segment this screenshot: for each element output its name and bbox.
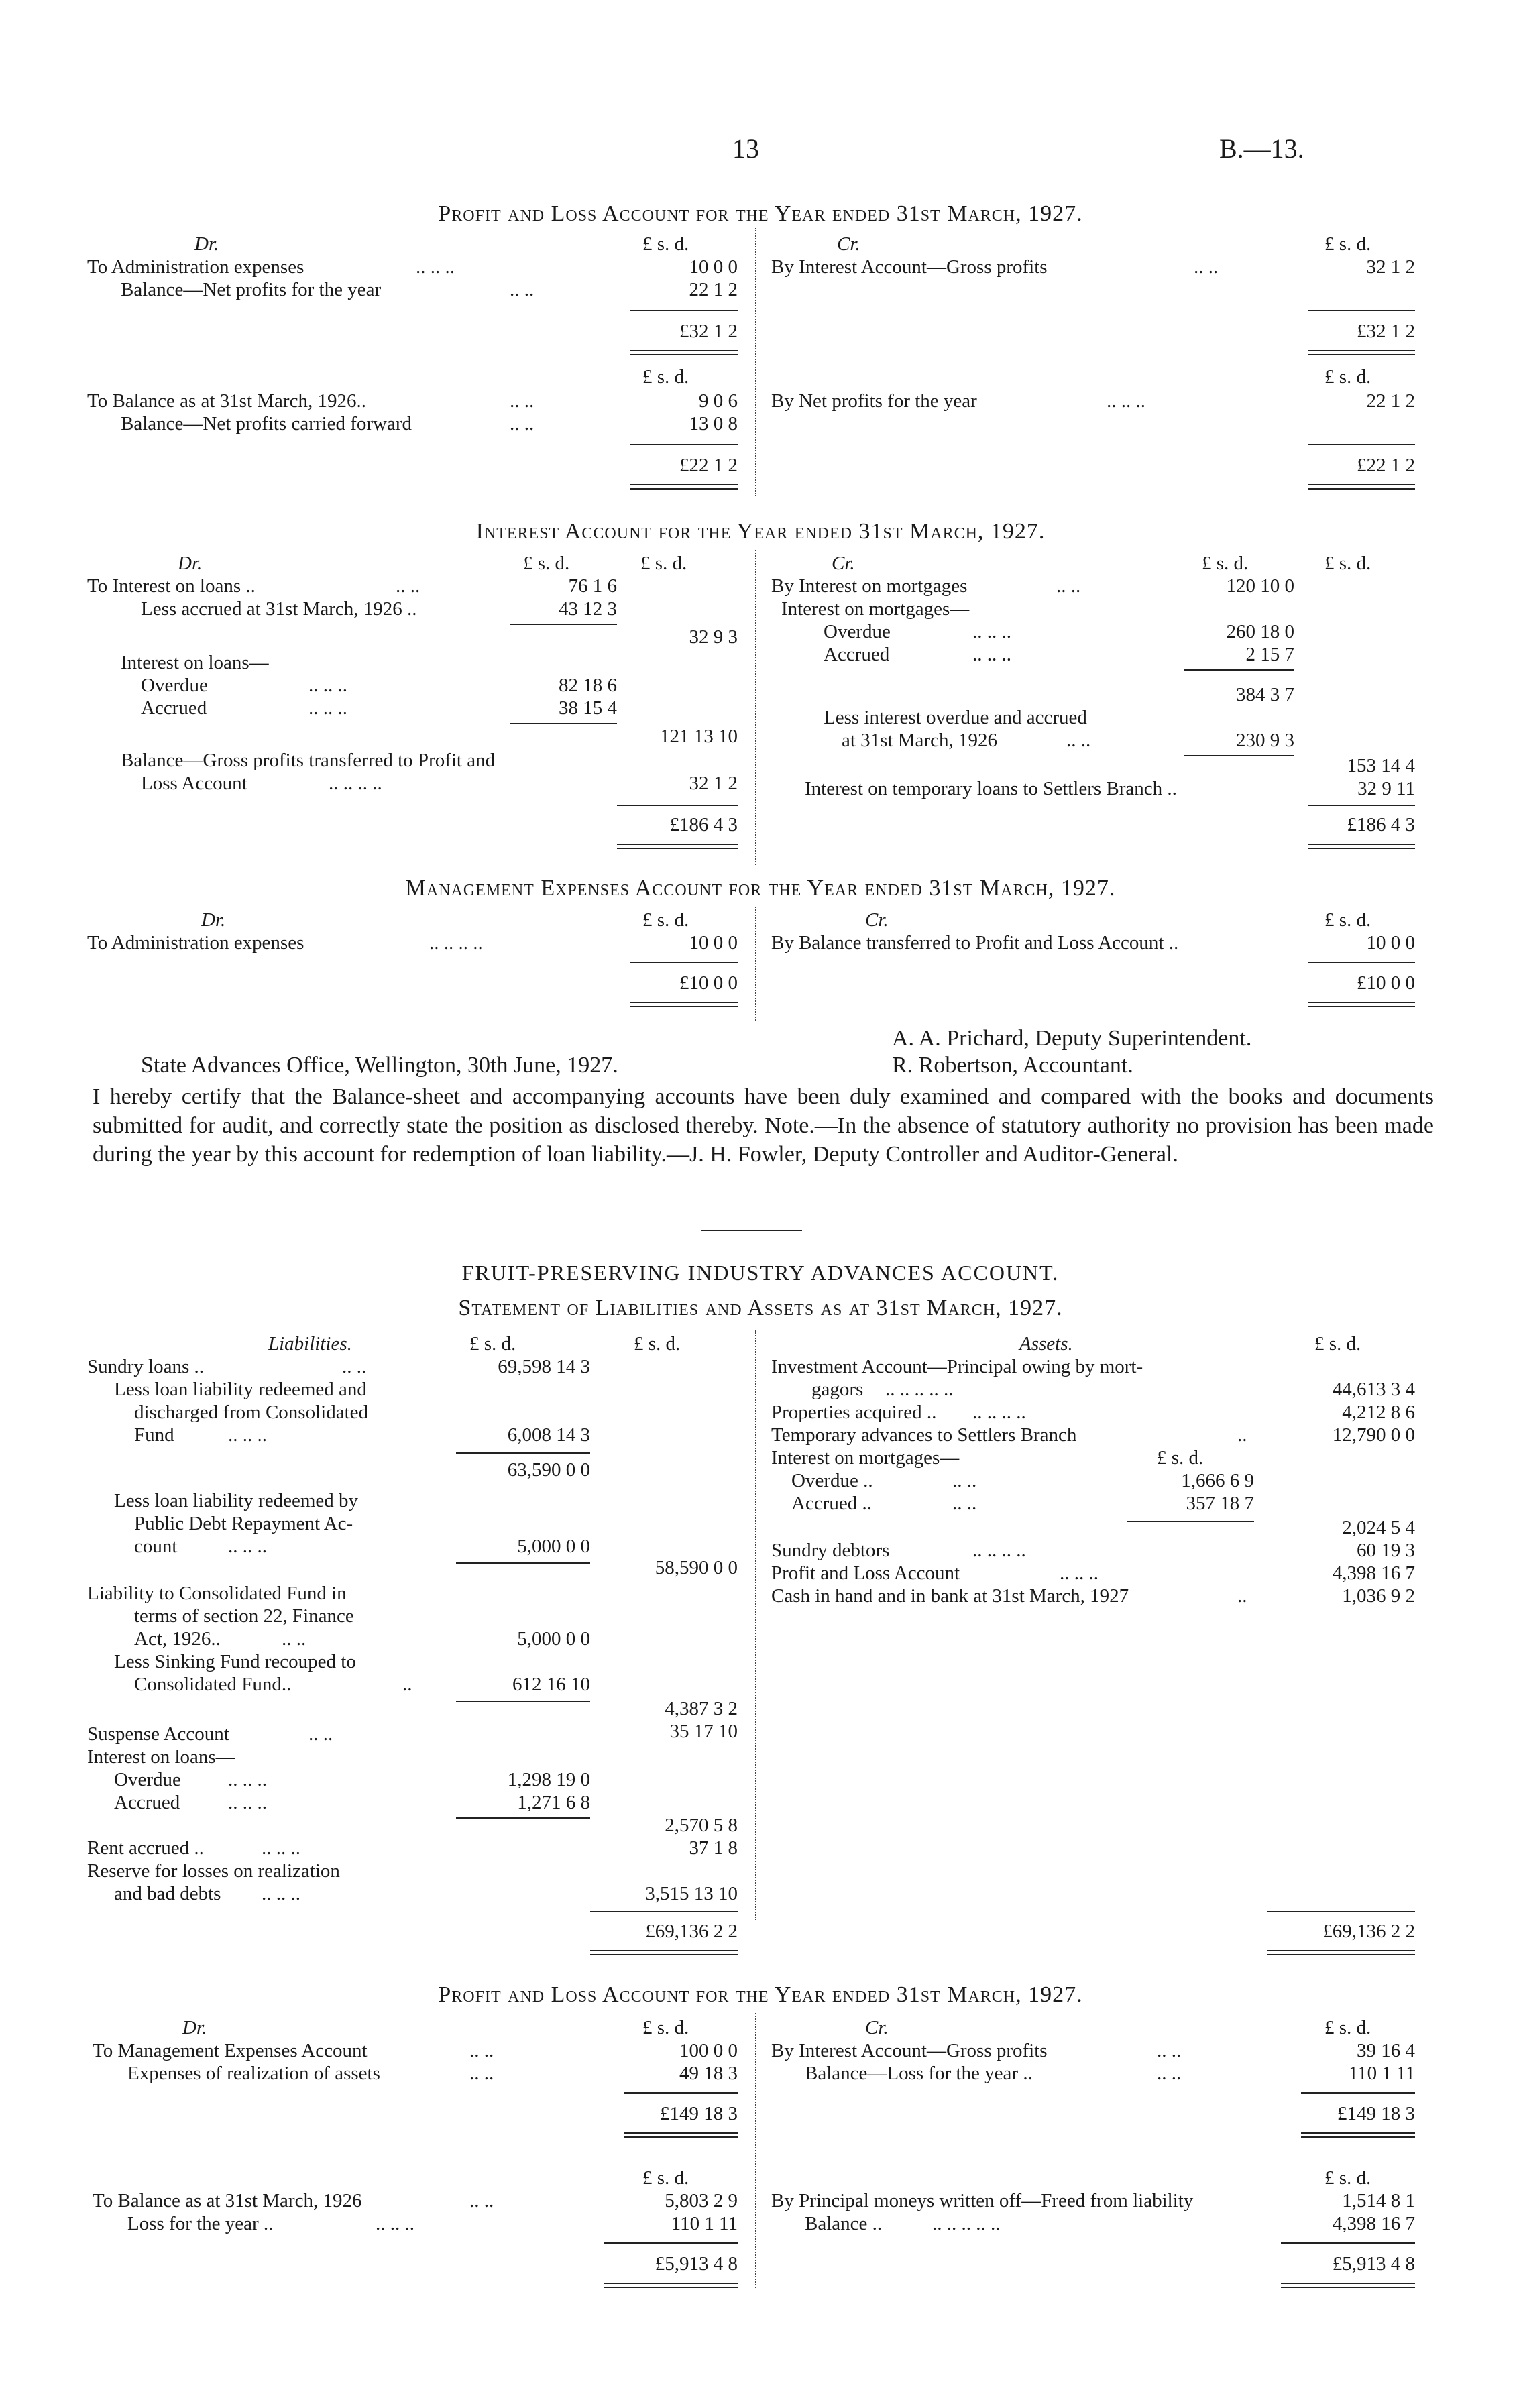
pl1-total-right: £32 1 2 (1357, 321, 1415, 342)
mgmt-title: Management Expenses Account for the Year ended 31st March, 1927. (405, 876, 1116, 901)
rule (630, 444, 738, 445)
interest-r4: Accrued (824, 644, 890, 665)
liab-b5-total: 4,387 3 2 (665, 1698, 738, 1719)
asset-a1: Investment Account—Principal owing by mort- (771, 1356, 1143, 1377)
pl1-right-0-dots: .. .. (1194, 256, 1219, 278)
liab-b1: Liability to Consolidated Fund in (87, 1583, 347, 1604)
rule (456, 1817, 590, 1819)
rule (1268, 1911, 1415, 1912)
asset-a9-dots: .. .. .. (1060, 1562, 1098, 1584)
mgmt-right-total: £10 0 0 (1357, 972, 1415, 994)
liab-c4-value: 1,271 6 8 (517, 1792, 590, 1813)
pl1-right2-0-label: By Net profits for the year (771, 390, 977, 412)
interest-l7-total: 32 1 2 (689, 772, 738, 794)
pl1-left-1-dots: .. .. (510, 279, 534, 300)
interest-r7-total: 153 14 4 (1347, 755, 1415, 777)
double-rule (1268, 1950, 1415, 1955)
pl2-l1-dots: .. .. (469, 2040, 494, 2061)
asset-a7-dots: .. .. (952, 1493, 977, 1514)
mgmt-l1: To Administration expenses (87, 932, 304, 954)
interest-l6: Balance—Gross profits transferred to Profit and (121, 750, 496, 771)
interest-r7-dots: .. .. (1066, 730, 1091, 751)
liab-b4: Less Sinking Fund recouped to (114, 1651, 356, 1672)
rule (510, 723, 617, 724)
interest-l1-value: 76 1 6 (568, 575, 617, 597)
pl1-left2-1-dots: .. .. (510, 413, 534, 435)
pl1-total-left: £32 1 2 (679, 321, 738, 342)
interest-lsd-4: £ s. d. (1325, 553, 1371, 574)
office-date: State Advances Office, Wellington, 30th June, 1927. (141, 1053, 618, 1078)
pl1-total2-right: £22 1 2 (1357, 455, 1415, 476)
pl2-l2: Expenses of realization of assets (127, 2063, 380, 2084)
interest-l5-value: 38 15 4 (559, 697, 617, 719)
fruit-heading: FRUIT-PRESERVING INDUSTRY ADVANCES ACCOUNT. (461, 1261, 1060, 1285)
pl1-left-0-value: 10 0 0 (689, 256, 738, 278)
liab-sundry-loans-value: 69,598 14 3 (498, 1356, 590, 1377)
pl2-l3-value: 5,803 2 9 (665, 2190, 738, 2212)
rule (630, 310, 738, 311)
pl2-l1-value: 100 0 0 (679, 2040, 738, 2061)
interest-l7: Loss Account (141, 772, 247, 794)
pl1-left-0-dots: .. .. .. (416, 256, 455, 278)
interest-left-total: £186 4 3 (669, 814, 738, 836)
interest-lsd-3: £ s. d. (1202, 553, 1249, 574)
liab-a2: Less loan liability redeemed and (114, 1379, 367, 1400)
liab-a4-value: 6,008 14 3 (507, 1424, 590, 1446)
interest-r8: Interest on temporary loans to Settlers Branch .. (805, 778, 1177, 799)
liab-d3-dots: .. .. .. (262, 1883, 300, 1904)
pl2-lsd-left: £ s. d. (642, 2017, 689, 2039)
pl1-left2-1-value: 13 0 8 (689, 413, 738, 435)
asset-a10-dots: .. (1237, 1585, 1247, 1607)
fruit-lsd-3: £ s. d. (1314, 1333, 1361, 1355)
mgmt-left-total: £10 0 0 (679, 972, 738, 994)
asset-a8-total: 60 19 3 (1357, 1540, 1415, 1561)
pl1-left-1-label: Balance—Net profits for the year (121, 279, 382, 300)
interest-cr: Cr. (832, 553, 855, 574)
liab-b5-value: 612 16 10 (512, 1674, 590, 1695)
liab-suspense: Suspense Account (87, 1723, 229, 1745)
pl2-l3-dots: .. .. (469, 2190, 494, 2212)
rule (1184, 669, 1294, 671)
pl1-right-0-value: 32 1 2 (1366, 256, 1415, 278)
interest-r1-value: 120 10 0 (1226, 575, 1294, 597)
pl2-l4: Loss for the year .. (127, 2213, 274, 2234)
mgmt-l1-value: 10 0 0 (689, 932, 738, 954)
audit-certificate: I hereby certify that the Balance-sheet and accompanying accounts have been duly examined and compared with the books and documents submitted for audit, and correctly state the position as disclosed thereby. Note.—In the absence of statutory authority no provision has been made during the year by this account for redemption of loan liability.—J. H. Fowler, Deputy Controller and Auditor-General. (93, 1084, 1434, 1167)
liab-c4: Accrued (114, 1792, 180, 1813)
interest-divider (755, 550, 756, 865)
rule (630, 962, 738, 963)
interest-l5-dots: .. .. .. (308, 697, 347, 719)
interest-l5-total: 121 13 10 (660, 726, 738, 747)
rule (1281, 2242, 1415, 2244)
mgmt-lsd-left: £ s. d. (642, 909, 689, 931)
interest-l1-dots: .. .. (396, 575, 420, 597)
pl1-lsd-right-2: £ s. d. (1325, 366, 1371, 388)
mgmt-lsd-right: £ s. d. (1325, 909, 1371, 931)
asset-profit-loss: Profit and Loss Account (771, 1562, 960, 1584)
asset-a6: Overdue .. (791, 1470, 873, 1491)
interest-l3: Interest on loans— (121, 652, 269, 673)
mgmt-r1-value: 10 0 0 (1366, 932, 1415, 954)
interest-right-total: £186 4 3 (1347, 814, 1415, 836)
signature-robertson: R. Robertson, Accountant. (892, 1053, 1133, 1078)
double-rule (1308, 1002, 1415, 1007)
pl2-title: Profit and Loss Account for the Year ended 31st March, 1927. (438, 1982, 1083, 2007)
double-rule (630, 1002, 738, 1007)
interest-l2-total: 32 9 3 (689, 626, 738, 648)
liab-a7: Public Debt Repayment Ac- (134, 1513, 353, 1534)
fruit-divider (755, 1330, 756, 1920)
pl2-left-total: £149 18 3 (660, 2103, 738, 2124)
section-separator (701, 1230, 802, 1231)
liab-d3-total: 3,515 13 10 (645, 1883, 738, 1904)
liab-b3-value: 5,000 0 0 (517, 1628, 590, 1650)
liab-rent-accrued: Rent accrued .. (87, 1837, 204, 1859)
asset-a2: gagors (811, 1379, 864, 1400)
pl2-l2-value: 49 18 3 (679, 2063, 738, 2084)
liab-a8: count (134, 1536, 178, 1557)
asset-a3-total: 4,212 8 6 (1342, 1401, 1415, 1423)
asset-a4-dots: .. (1237, 1424, 1247, 1446)
interest-l1: To Interest on loans .. (87, 575, 256, 597)
pl2-r2-value: 110 1 11 (1348, 2063, 1415, 2084)
asset-a7: Accrued .. (791, 1493, 872, 1514)
liab-b5: Consolidated Fund.. (134, 1674, 292, 1695)
liab-c3-value: 1,298 19 0 (507, 1769, 590, 1790)
interest-r3: Overdue (824, 621, 891, 642)
asset-a4: Temporary advances to Settlers Branch (771, 1424, 1077, 1446)
liab-a6: Less loan liability redeemed by (114, 1490, 359, 1511)
liab-suspense-total: 35 17 10 (669, 1721, 738, 1742)
interest-r7-value: 230 9 3 (1236, 730, 1294, 751)
rule (1308, 962, 1415, 963)
pl1-lsd-left: £ s. d. (642, 233, 689, 255)
interest-lsd-1: £ s. d. (523, 553, 570, 574)
liab-a5-value: 63,590 0 0 (507, 1459, 590, 1481)
rule (604, 2242, 738, 2244)
pl2-r2: Balance—Loss for the year .. (805, 2063, 1033, 2084)
interest-r2: Interest on mortgages— (781, 598, 970, 620)
asset-a7-total: 2,024 5 4 (1342, 1517, 1415, 1538)
mgmt-l1-dots: .. .. .. .. (429, 932, 483, 954)
liab-c4-total: 2,570 5 8 (665, 1815, 738, 1836)
liab-a4-dots: .. .. .. (228, 1424, 267, 1446)
double-rule (1308, 350, 1415, 355)
pl2-r1-value: 39 16 4 (1357, 2040, 1415, 2061)
page-number: 13 (732, 133, 759, 164)
asset-a5-lsd: £ s. d. (1157, 1447, 1204, 1469)
asset-a6-value: 1,666 6 9 (1181, 1470, 1254, 1491)
rule (1308, 805, 1415, 806)
signature-prichard: A. A. Prichard, Deputy Superintendent. (892, 1026, 1252, 1051)
pl2-l4-dots: .. .. .. (376, 2213, 414, 2234)
interest-r4-value: 2 15 7 (1245, 644, 1294, 665)
interest-l4-dots: .. .. .. (308, 675, 347, 696)
liab-total: £69,136 2 2 (645, 1920, 738, 1942)
pl2-r4: Balance .. (805, 2213, 883, 2234)
double-rule (590, 1950, 738, 1955)
pl1-lsd-left-2: £ s. d. (642, 366, 689, 388)
asset-a2-dots: .. .. .. .. .. (885, 1379, 954, 1400)
asset-cash: Cash in hand and in bank at 31st March, 1927 (771, 1585, 1129, 1607)
pl2-cr: Cr. (865, 2017, 889, 2039)
liab-a8-dots: .. .. .. (228, 1536, 267, 1557)
rule (456, 1701, 590, 1702)
pl2-divider (755, 2013, 756, 2288)
rule (624, 2092, 738, 2094)
rule (617, 805, 738, 806)
interest-r1: By Interest on mortgages (771, 575, 968, 597)
fruit-liabilities-heading: Liabilities. (268, 1333, 352, 1355)
liab-a8-value: 5,000 0 0 (517, 1536, 590, 1557)
mgmt-divider (755, 907, 756, 1021)
pl1-left2-0-dots: .. .. (510, 390, 534, 412)
pl1-right-0-label: By Interest Account—Gross profits (771, 256, 1048, 278)
liab-suspense-dots: .. .. (308, 1723, 333, 1745)
pl1-title: Profit and Loss Account for the Year ended 31st March, 1927. (438, 201, 1083, 226)
liab-d2: Reserve for losses on realization (87, 1860, 340, 1882)
pl1-cr: Cr. (837, 233, 860, 255)
asset-sundry-debtors: Sundry debtors (771, 1540, 890, 1561)
pl2-r4-value: 4,398 16 7 (1332, 2213, 1415, 2234)
pl2-left-total-2: £5,913 4 8 (655, 2253, 738, 2275)
mgmt-cr: Cr. (865, 909, 889, 931)
double-rule (604, 2283, 738, 2288)
double-rule (630, 484, 738, 490)
double-rule (1281, 2283, 1415, 2288)
interest-l4: Overdue (141, 675, 208, 696)
pl1-left2-0-value: 9 0 6 (699, 390, 738, 412)
double-rule (630, 350, 738, 355)
interest-r8-total: 32 9 11 (1357, 778, 1415, 799)
fruit-lsd-1: £ s. d. (469, 1333, 516, 1355)
pl1-divider (755, 228, 756, 496)
pl2-l3: To Balance as at 31st March, 1926 (93, 2190, 362, 2212)
fruit-subtitle: Statement of Liabilities and Assets as at 31st March, 1927. (458, 1296, 1063, 1320)
asset-a6-dots: .. .. (952, 1470, 977, 1491)
asset-a10-total: 1,036 9 2 (1342, 1585, 1415, 1607)
double-rule (1308, 844, 1415, 849)
rule (1301, 2092, 1415, 2094)
document-reference: B.—13. (1219, 133, 1304, 164)
pl2-r1-dots: .. .. (1157, 2040, 1182, 2061)
liab-c4-dots: .. .. .. (228, 1792, 267, 1813)
interest-l5: Accrued (141, 697, 207, 719)
asset-a7-value: 357 18 7 (1186, 1493, 1254, 1514)
fruit-assets-heading: Assets. (1019, 1333, 1073, 1355)
pl2-l4-value: 110 1 11 (671, 2213, 738, 2234)
pl2-lsd-right-2: £ s. d. (1325, 2167, 1371, 2189)
liab-rent-total: 37 1 8 (689, 1837, 738, 1859)
pl1-right2-0-value: 22 1 2 (1366, 390, 1415, 412)
interest-r5-value: 384 3 7 (1236, 684, 1294, 705)
liab-c3: Overdue (114, 1769, 181, 1790)
pl2-dr: Dr. (182, 2017, 207, 2039)
asset-a8-dots: .. .. .. .. (972, 1540, 1026, 1561)
pl1-dr: Dr. (194, 233, 219, 255)
double-rule (617, 844, 738, 849)
rule (590, 1911, 738, 1912)
pl1-left-0-label: To Administration expenses (87, 256, 304, 278)
liab-a8-total: 58,590 0 0 (655, 1557, 738, 1579)
pl1-right2-0-dots: .. .. .. (1107, 390, 1145, 412)
asset-a3: Properties acquired .. (771, 1401, 937, 1423)
liab-a4: Fund (134, 1424, 174, 1446)
pl2-right-total-2: £5,913 4 8 (1332, 2253, 1415, 2275)
liab-b2: terms of section 22, Finance (134, 1605, 354, 1627)
interest-r3-value: 260 18 0 (1226, 621, 1294, 642)
pl1-total2-left: £22 1 2 (679, 455, 738, 476)
liab-rent-dots: .. .. .. (262, 1837, 300, 1859)
liab-b3: Act, 1926.. (134, 1628, 221, 1650)
mgmt-dr: Dr. (201, 909, 226, 931)
rule (510, 624, 617, 625)
rule (1308, 444, 1415, 445)
rule (1308, 310, 1415, 311)
asset-a5: Interest on mortgages— (771, 1447, 960, 1469)
pl2-l1: To Management Expenses Account (93, 2040, 368, 2061)
interest-r6: Less interest overdue and accrued (824, 707, 1087, 728)
double-rule (1301, 2132, 1415, 2138)
pl2-r1: By Interest Account—Gross profits (771, 2040, 1048, 2061)
rule (456, 1452, 590, 1454)
asset-a9-total: 4,398 16 7 (1332, 1562, 1415, 1584)
pl2-lsd-left-2: £ s. d. (642, 2167, 689, 2189)
interest-r3-dots: .. .. .. (972, 621, 1011, 642)
liab-sundry-loans-dots: .. .. (342, 1356, 367, 1377)
interest-r4-dots: .. .. .. (972, 644, 1011, 665)
interest-title: Interest Account for the Year ended 31st March, 1927. (475, 519, 1046, 544)
liab-c2: Interest on loans— (87, 1746, 235, 1768)
pl2-r4-dots: .. .. .. .. .. (932, 2213, 1001, 2234)
pl1-left-1-value: 22 1 2 (689, 279, 738, 300)
pl2-r3-value: 1,514 8 1 (1342, 2190, 1415, 2212)
pl2-right-total: £149 18 3 (1337, 2103, 1415, 2124)
pl1-lsd-right: £ s. d. (1325, 233, 1371, 255)
asset-a2-total: 44,613 3 4 (1332, 1379, 1415, 1400)
liab-c3-dots: .. .. .. (228, 1769, 267, 1790)
liab-b3-dots: .. .. (282, 1628, 306, 1650)
rule (1127, 1521, 1254, 1522)
asset-a3-dots: .. .. .. .. (972, 1401, 1026, 1423)
pl2-l2-dots: .. .. (469, 2063, 494, 2084)
interest-l4-value: 82 18 6 (559, 675, 617, 696)
pl1-left2-1-label: Balance—Net profits carried forward (121, 413, 412, 435)
interest-dr: Dr. (178, 553, 203, 574)
interest-r7: at 31st March, 1926 (842, 730, 997, 751)
double-rule (1308, 484, 1415, 490)
asset-a4-total: 12,790 0 0 (1332, 1424, 1415, 1446)
interest-r1-dots: .. .. (1056, 575, 1081, 597)
interest-l2: Less accrued at 31st March, 1926 .. (141, 598, 417, 620)
pl2-lsd-right: £ s. d. (1325, 2017, 1371, 2039)
fruit-lsd-2: £ s. d. (634, 1333, 681, 1355)
mgmt-r1: By Balance transferred to Profit and Loss Account .. (771, 932, 1179, 954)
pl2-r3: By Principal moneys written off—Freed from liability (771, 2190, 1194, 2212)
rule (456, 1562, 590, 1564)
liab-d3: and bad debts (114, 1883, 221, 1904)
pl1-left2-0-label: To Balance as at 31st March, 1926.. (87, 390, 366, 412)
pl2-r2-dots: .. .. (1157, 2063, 1182, 2084)
liab-b5-dots: .. (402, 1674, 412, 1695)
double-rule (624, 2132, 738, 2138)
asset-total: £69,136 2 2 (1322, 1920, 1415, 1942)
interest-l2-value: 43 12 3 (559, 598, 617, 620)
liab-sundry-loans: Sundry loans .. (87, 1356, 204, 1377)
interest-l7-dots: .. .. .. .. (329, 772, 382, 794)
liab-a3: discharged from Consolidated (134, 1401, 369, 1423)
interest-lsd-2: £ s. d. (640, 553, 687, 574)
